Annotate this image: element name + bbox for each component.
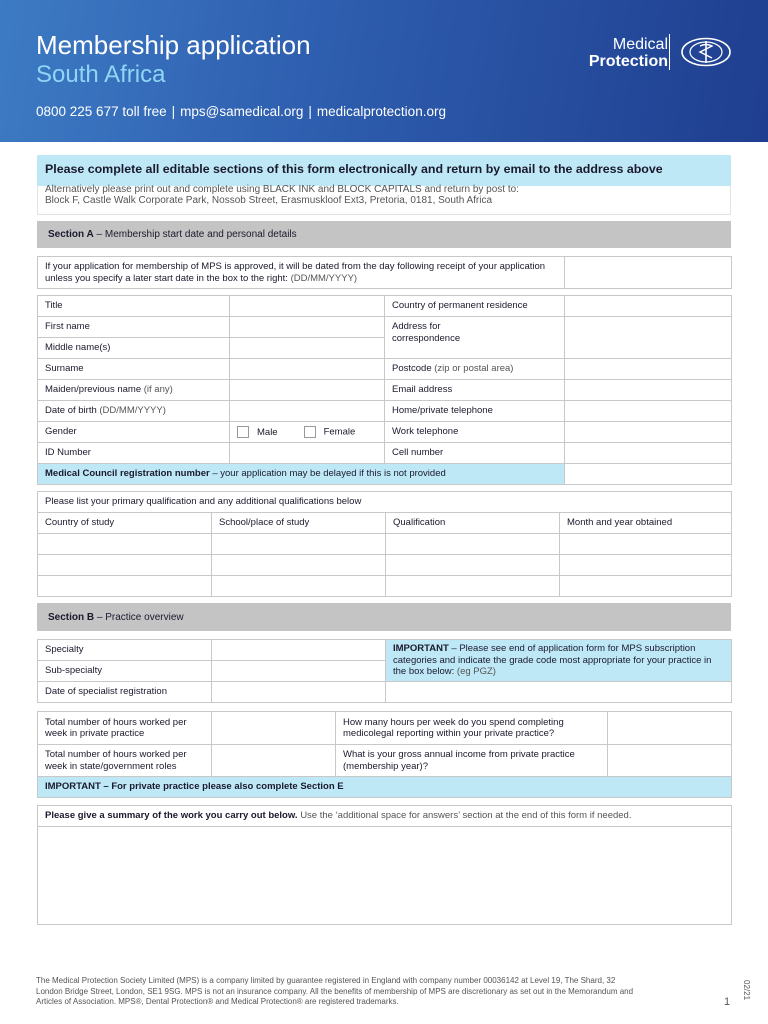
- hours-table: [37, 711, 732, 798]
- field-label: Gender: [38, 422, 230, 443]
- field-label: First name: [38, 317, 230, 338]
- summary-prompt: [38, 806, 732, 827]
- section-a-label: Section A: [48, 229, 94, 240]
- address-label: Address for correspondence: [392, 321, 461, 344]
- id-number-input[interactable]: [230, 443, 385, 464]
- important-grade-note: [386, 640, 732, 682]
- medical-protection-logo-icon: [681, 37, 731, 67]
- field-label: Date of specialist registration: [38, 682, 212, 703]
- section-b-header: [37, 603, 731, 631]
- field-label: Cell number: [385, 443, 565, 464]
- gender-female-checkbox[interactable]: [304, 426, 316, 438]
- qual-cell-input[interactable]: [560, 555, 732, 576]
- table-row: [38, 555, 732, 576]
- postcode-label: Postcode: [392, 363, 432, 375]
- section-a-header: [37, 221, 731, 248]
- personal-details-table: [37, 295, 732, 485]
- first-name-input[interactable]: [230, 317, 385, 338]
- phone-number: 0800 225 677 toll free: [36, 104, 167, 119]
- email-input[interactable]: [565, 380, 732, 401]
- field-label: Country of permanent residence: [385, 296, 565, 317]
- qual-cell-input[interactable]: [560, 534, 732, 555]
- intro-line-1: Alternatively please print out and complete using BLACK INK and BLOCK CAPITALS and return by post to:: [45, 184, 519, 195]
- intro-postal: [37, 186, 731, 215]
- specialist-registration-input[interactable]: [212, 682, 386, 703]
- council-label: Medical Council registration number: [45, 468, 210, 480]
- middle-name-input[interactable]: [230, 338, 385, 359]
- qual-header: School/place of study: [212, 513, 386, 534]
- dob-hint: (DD/MM/YYYY): [99, 405, 166, 417]
- specialty-input[interactable]: [212, 640, 386, 661]
- page-number: 1: [724, 996, 731, 1008]
- field-label: [38, 401, 230, 422]
- qual-cell-input[interactable]: [212, 576, 386, 597]
- field-label: Sub-specialty: [38, 661, 212, 682]
- subspecialty-input[interactable]: [212, 661, 386, 682]
- logo-divider: [669, 34, 670, 70]
- start-date-text: If your application for membership of MPS is approved, it will be dated from the day following receipt of your application unless you specify a later start date in the box to the right:: [45, 261, 546, 284]
- council-note: – your application may be delayed if this is not provided: [212, 468, 446, 480]
- important2-label: IMPORTANT: [45, 781, 101, 793]
- field-label: How many hours per week do you spend completing medicolegal reporting within your private practice?: [336, 712, 608, 745]
- postcode-input[interactable]: [565, 359, 732, 380]
- section-b-label: Section B: [48, 612, 95, 623]
- start-date-prompt: [38, 257, 565, 289]
- cell-number-input[interactable]: [565, 443, 732, 464]
- section-a-heading: [48, 229, 297, 241]
- summary-textarea[interactable]: [38, 827, 732, 925]
- page-header: [0, 0, 768, 142]
- hours-state-input[interactable]: [212, 745, 336, 777]
- field-label: [38, 380, 230, 401]
- gender-male-checkbox[interactable]: [237, 426, 249, 438]
- maiden-label: Maiden/previous name: [45, 384, 142, 396]
- start-date-input[interactable]: [565, 257, 732, 289]
- summary-label: Please give a summary of the work you carry out below.: [45, 810, 298, 822]
- table-row: [38, 576, 732, 597]
- gender-female-label: Female: [323, 426, 356, 438]
- qualifications-intro: Please list your primary qualification and any additional qualifications below: [38, 492, 732, 513]
- qual-cell-input[interactable]: [386, 534, 560, 555]
- grade-code-input[interactable]: [386, 682, 732, 703]
- intro-banner: [37, 155, 731, 186]
- important-label: IMPORTANT: [393, 643, 449, 654]
- council-registration-input[interactable]: [565, 464, 732, 485]
- field-label: Total number of hours worked per week in private practice: [38, 712, 212, 745]
- qual-cell-input[interactable]: [386, 555, 560, 576]
- intro-line-2: Block F, Castle Walk Corporate Park, Nossob Street, Erasmuskloof Ext3, Pretoria, 0181, South Africa: [45, 195, 493, 206]
- summary-hint: Use the ‘additional space for answers’ section at the end of this form if needed.: [300, 810, 632, 822]
- field-label: Work telephone: [385, 422, 565, 443]
- work-phone-input[interactable]: [565, 422, 732, 443]
- hours-private-input[interactable]: [212, 712, 336, 745]
- dob-input[interactable]: [230, 401, 385, 422]
- title-input[interactable]: [230, 296, 385, 317]
- maiden-name-input[interactable]: [230, 380, 385, 401]
- section-b-title: – Practice overview: [96, 612, 184, 623]
- summary-table: [37, 805, 732, 925]
- dob-label: Date of birth: [45, 405, 97, 417]
- important2-text: – For private practice please also complete Section E: [103, 781, 344, 793]
- version-code: 02/21: [742, 980, 751, 1001]
- logo-line-2: Protection: [588, 53, 668, 70]
- field-label: Home/private telephone: [385, 401, 565, 422]
- start-date-hint: (DD/MM/YYYY): [290, 272, 358, 284]
- separator: |: [171, 104, 176, 119]
- qual-header: Qualification: [386, 513, 560, 534]
- important-section-e-note: [38, 777, 732, 798]
- footer-legal-text: The Medical Protection Society Limited (MPS) is a company limited by guarantee registered in England with company number 00036142 at Level 19, The Shard, 32 London Bridge Street, London, SE1 9SG. MPS is not an insurance company. All the benefits of membership of MPS are discretionary as set out in the Memorandum and Articles of Association. MPS®, Dental Protection® and Medical Protection® are registered trademarks.: [36, 976, 634, 1006]
- qual-cell-input[interactable]: [38, 576, 212, 597]
- qual-cell-input[interactable]: [560, 576, 732, 597]
- postcode-hint: (zip or postal area): [434, 363, 514, 375]
- qual-header: Month and year obtained: [560, 513, 732, 534]
- section-a-title: – Membership start date and personal details: [96, 229, 297, 240]
- qual-cell-input[interactable]: [38, 534, 212, 555]
- email-link[interactable]: mps@samedical.org: [180, 104, 304, 119]
- specialty-table: [37, 639, 732, 703]
- field-label: ID Number: [38, 443, 230, 464]
- page-title: Membership application: [36, 30, 311, 60]
- important-text: – Please see end of application form for MPS subscription categories and indicate the grade code most appropriate for your practice in the box below:: [393, 643, 712, 677]
- contact-line: [36, 103, 446, 121]
- table-row: [38, 534, 732, 555]
- field-label: What is your gross annual income from private practice (membership year)?: [336, 745, 608, 777]
- hours-medicolegal-input[interactable]: [608, 712, 732, 745]
- field-label: Title: [38, 296, 230, 317]
- page-subtitle: South Africa: [36, 61, 166, 88]
- start-date-table: [37, 256, 732, 289]
- gender-options: [230, 422, 385, 443]
- income-input[interactable]: [608, 745, 732, 777]
- council-registration-label: [38, 464, 565, 485]
- qual-cell-input[interactable]: [386, 576, 560, 597]
- separator: |: [308, 104, 312, 119]
- section-b-heading: [48, 612, 184, 624]
- qual-cell-input[interactable]: [38, 555, 212, 576]
- surname-input[interactable]: [230, 359, 385, 380]
- qual-header: Country of study: [38, 513, 212, 534]
- field-label: Middle name(s): [38, 338, 230, 359]
- field-label: [385, 359, 565, 380]
- qual-cell-input[interactable]: [212, 555, 386, 576]
- address-input[interactable]: [565, 317, 732, 359]
- logo-line-1: Medical: [612, 36, 668, 53]
- country-input[interactable]: [565, 296, 732, 317]
- maiden-hint: (if any): [143, 384, 173, 396]
- gender-male-label: Male: [257, 426, 278, 438]
- field-label: Total number of hours worked per week in state/government roles: [38, 745, 212, 777]
- website-link[interactable]: medicalprotection.org: [316, 104, 446, 119]
- qualifications-table: [37, 491, 732, 597]
- qual-cell-input[interactable]: [212, 534, 386, 555]
- field-label: Specialty: [38, 640, 212, 661]
- field-label: Surname: [38, 359, 230, 380]
- intro-heading: Please complete all editable sections of this form electronically and return by email to the address above: [45, 162, 663, 176]
- important-hint: (eg PGZ): [456, 666, 496, 677]
- home-phone-input[interactable]: [565, 401, 732, 422]
- logo-text: [589, 36, 668, 70]
- field-label: Email address: [385, 380, 565, 401]
- field-label: [385, 317, 565, 359]
